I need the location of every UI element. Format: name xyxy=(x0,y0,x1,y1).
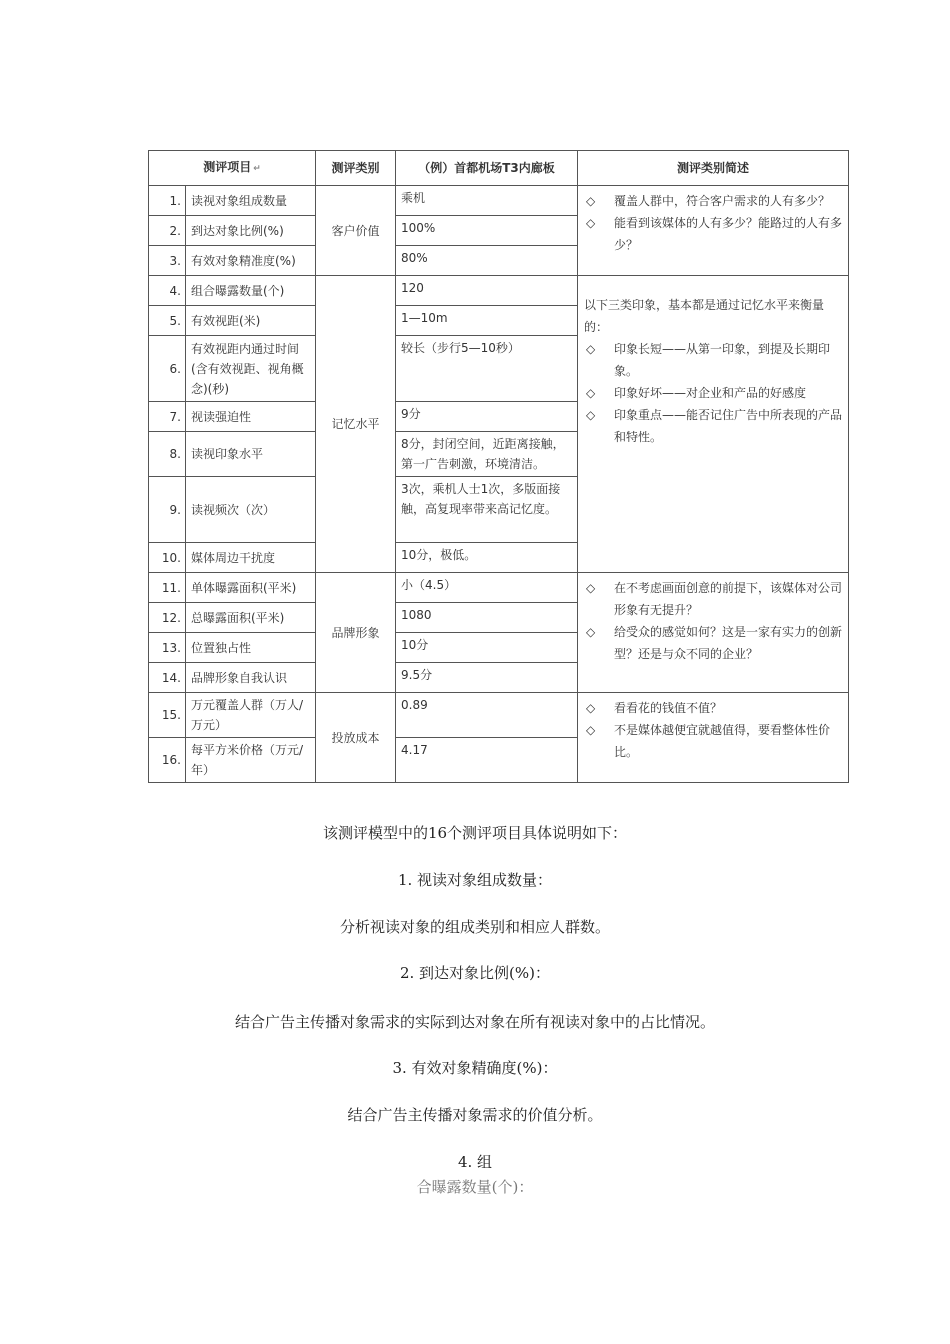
description-brand-image xyxy=(578,573,849,693)
row-value: 1080 xyxy=(396,603,578,633)
row-item: 有效对象精准度(%) xyxy=(186,246,316,276)
row-value: 3次，乘机人士1次，多版面接触，高复现率带来高记忆度。 xyxy=(396,477,578,543)
row-value: 乘机 xyxy=(396,186,578,216)
item-heading-1: 1. 视读对象组成数量： xyxy=(397,871,553,889)
category-customer-value: 客户价值 xyxy=(316,186,396,276)
row-number: 14. xyxy=(149,663,186,693)
item-heading-2: 2. 到达对象比例(%)： xyxy=(399,964,551,982)
diamond-outline-icon: ◇ xyxy=(586,701,596,715)
row-item: 有效视距(米) xyxy=(186,306,316,336)
row-value: 较长（步行5—10秒） xyxy=(396,336,578,402)
evaluation-table-container xyxy=(148,150,843,786)
item-heading-4-continued: 合曝露数量(个)： xyxy=(416,1178,534,1196)
description-memory-level xyxy=(578,276,849,573)
row-number: 7. xyxy=(149,402,186,432)
diamond-outline-icon: ◇ xyxy=(586,408,596,422)
row-value: 4.17 xyxy=(396,738,578,783)
row-number: 9. xyxy=(149,477,186,543)
list-item: ◇ 能看到该媒体的人有多少？能路过的人有多少？ xyxy=(584,212,842,256)
row-value: 小（4.5） xyxy=(396,573,578,603)
diamond-outline-icon: ◇ xyxy=(586,625,596,639)
row-item: 视读强迫性 xyxy=(186,402,316,432)
list-item: ◇ 印象好坏——对企业和产品的好感度 xyxy=(584,382,842,404)
row-item: 位置独占性 xyxy=(186,633,316,663)
row-value: 100% xyxy=(396,216,578,246)
row-number: 12. xyxy=(149,603,186,633)
row-item: 总曝露面积(平米) xyxy=(186,603,316,633)
row-value: 0.89 xyxy=(396,693,578,738)
diamond-outline-icon: ◇ xyxy=(586,194,596,208)
row-item: 读视印象水平 xyxy=(186,432,316,477)
list-item: ◇ 在不考虑画面创意的前提下，该媒体对公司形象有无提升？ xyxy=(584,577,842,621)
return-mark-icon: ↵ xyxy=(253,164,261,174)
list-item: ◇ 印象长短——从第一印象，到提及长期印象。 xyxy=(584,338,842,382)
row-number: 6. xyxy=(149,336,186,402)
list-item: ◇ 覆盖人群中，符合客户需求的人有多少？ xyxy=(584,190,842,212)
list-item: ◇ 看看花的钱值不值？ xyxy=(584,697,842,719)
table-header-row xyxy=(149,151,849,186)
diamond-outline-icon: ◇ xyxy=(586,342,596,356)
row-number: 5. xyxy=(149,306,186,336)
header-category: 测评类别 xyxy=(316,151,396,186)
row-value: 9分 xyxy=(396,402,578,432)
row-item: 万元覆盖人群（万人/万元） xyxy=(186,693,316,738)
list-item: ◇ 不是媒体越便宜就越值得，要看整体性价比。 xyxy=(584,719,842,763)
intro-paragraph: 该测评模型中的16个测评项目具体说明如下： xyxy=(322,824,628,842)
item-heading-3: 3. 有效对象精确度(%)： xyxy=(392,1059,558,1077)
category-memory-level: 记忆水平 xyxy=(316,276,396,573)
item-description-2: 结合广告主传播对象需求的实际到达对象在所有视读对象中的占比情况。 xyxy=(234,1013,715,1031)
description-customer-value xyxy=(578,186,849,276)
row-item: 每平方米价格（万元/年） xyxy=(186,738,316,783)
item-heading-4: 4. 组 xyxy=(457,1153,493,1171)
list-item: ◇ 给受众的感觉如何？这是一家有实力的创新型？还是与众不同的企业？ xyxy=(584,621,842,665)
diamond-outline-icon: ◇ xyxy=(586,581,596,595)
row-item: 组合曝露数量(个) xyxy=(186,276,316,306)
row-item: 到达对象比例(%) xyxy=(186,216,316,246)
table-row xyxy=(149,693,849,738)
diamond-outline-icon: ◇ xyxy=(586,216,596,230)
row-value: 9.5分 xyxy=(396,663,578,693)
header-item: 测评项目 ↵ xyxy=(149,151,316,186)
category-brand-image: 品牌形象 xyxy=(316,573,396,693)
row-value: 10分，极低。 xyxy=(396,543,578,573)
item-description-1: 分析视读对象的组成类别和相应人群数。 xyxy=(339,918,610,936)
table-row xyxy=(149,186,849,216)
description-placement-cost xyxy=(578,693,849,783)
row-item: 读视频次（次） xyxy=(186,477,316,543)
header-example: （例）首都机场T3内廊板 xyxy=(396,151,578,186)
evaluation-table xyxy=(148,150,849,783)
row-number: 10. xyxy=(149,543,186,573)
header-description: 测评类别简述 xyxy=(578,151,849,186)
row-value: 120 xyxy=(396,276,578,306)
row-item: 有效视距内通过时间(含有效视距、视角概念)(秒) xyxy=(186,336,316,402)
table-row xyxy=(149,573,849,603)
list-item: ◇ 印象重点——能否记住广告中所表现的产品和特性。 xyxy=(584,404,842,448)
row-number: 4. xyxy=(149,276,186,306)
row-value: 8分，封闭空间，近距离接触，第一广告刺激，环境清洁。 xyxy=(396,432,578,477)
row-number: 13. xyxy=(149,633,186,663)
row-item: 品牌形象自我认识 xyxy=(186,663,316,693)
row-value: 80% xyxy=(396,246,578,276)
diamond-outline-icon: ◇ xyxy=(586,723,596,737)
row-number: 16. xyxy=(149,738,186,783)
category-placement-cost: 投放成本 xyxy=(316,693,396,783)
row-item: 单体曝露面积(平米) xyxy=(186,573,316,603)
item-description-3: 结合广告主传播对象需求的价值分析。 xyxy=(347,1106,603,1124)
row-value: 10分 xyxy=(396,633,578,663)
memory-intro: 以下三类印象，基本都是通过记忆水平来衡量的： xyxy=(584,298,825,334)
table-row xyxy=(149,276,849,306)
row-number: 8. xyxy=(149,432,186,477)
row-number: 15. xyxy=(149,693,186,738)
diamond-outline-icon: ◇ xyxy=(586,386,596,400)
row-value: 1—10m xyxy=(396,306,578,336)
row-number: 2. xyxy=(149,216,186,246)
row-number: 3. xyxy=(149,246,186,276)
row-number: 11. xyxy=(149,573,186,603)
row-item: 读视对象组成数量 xyxy=(186,186,316,216)
row-number: 1. xyxy=(149,186,186,216)
row-item: 媒体周边干扰度 xyxy=(186,543,316,573)
